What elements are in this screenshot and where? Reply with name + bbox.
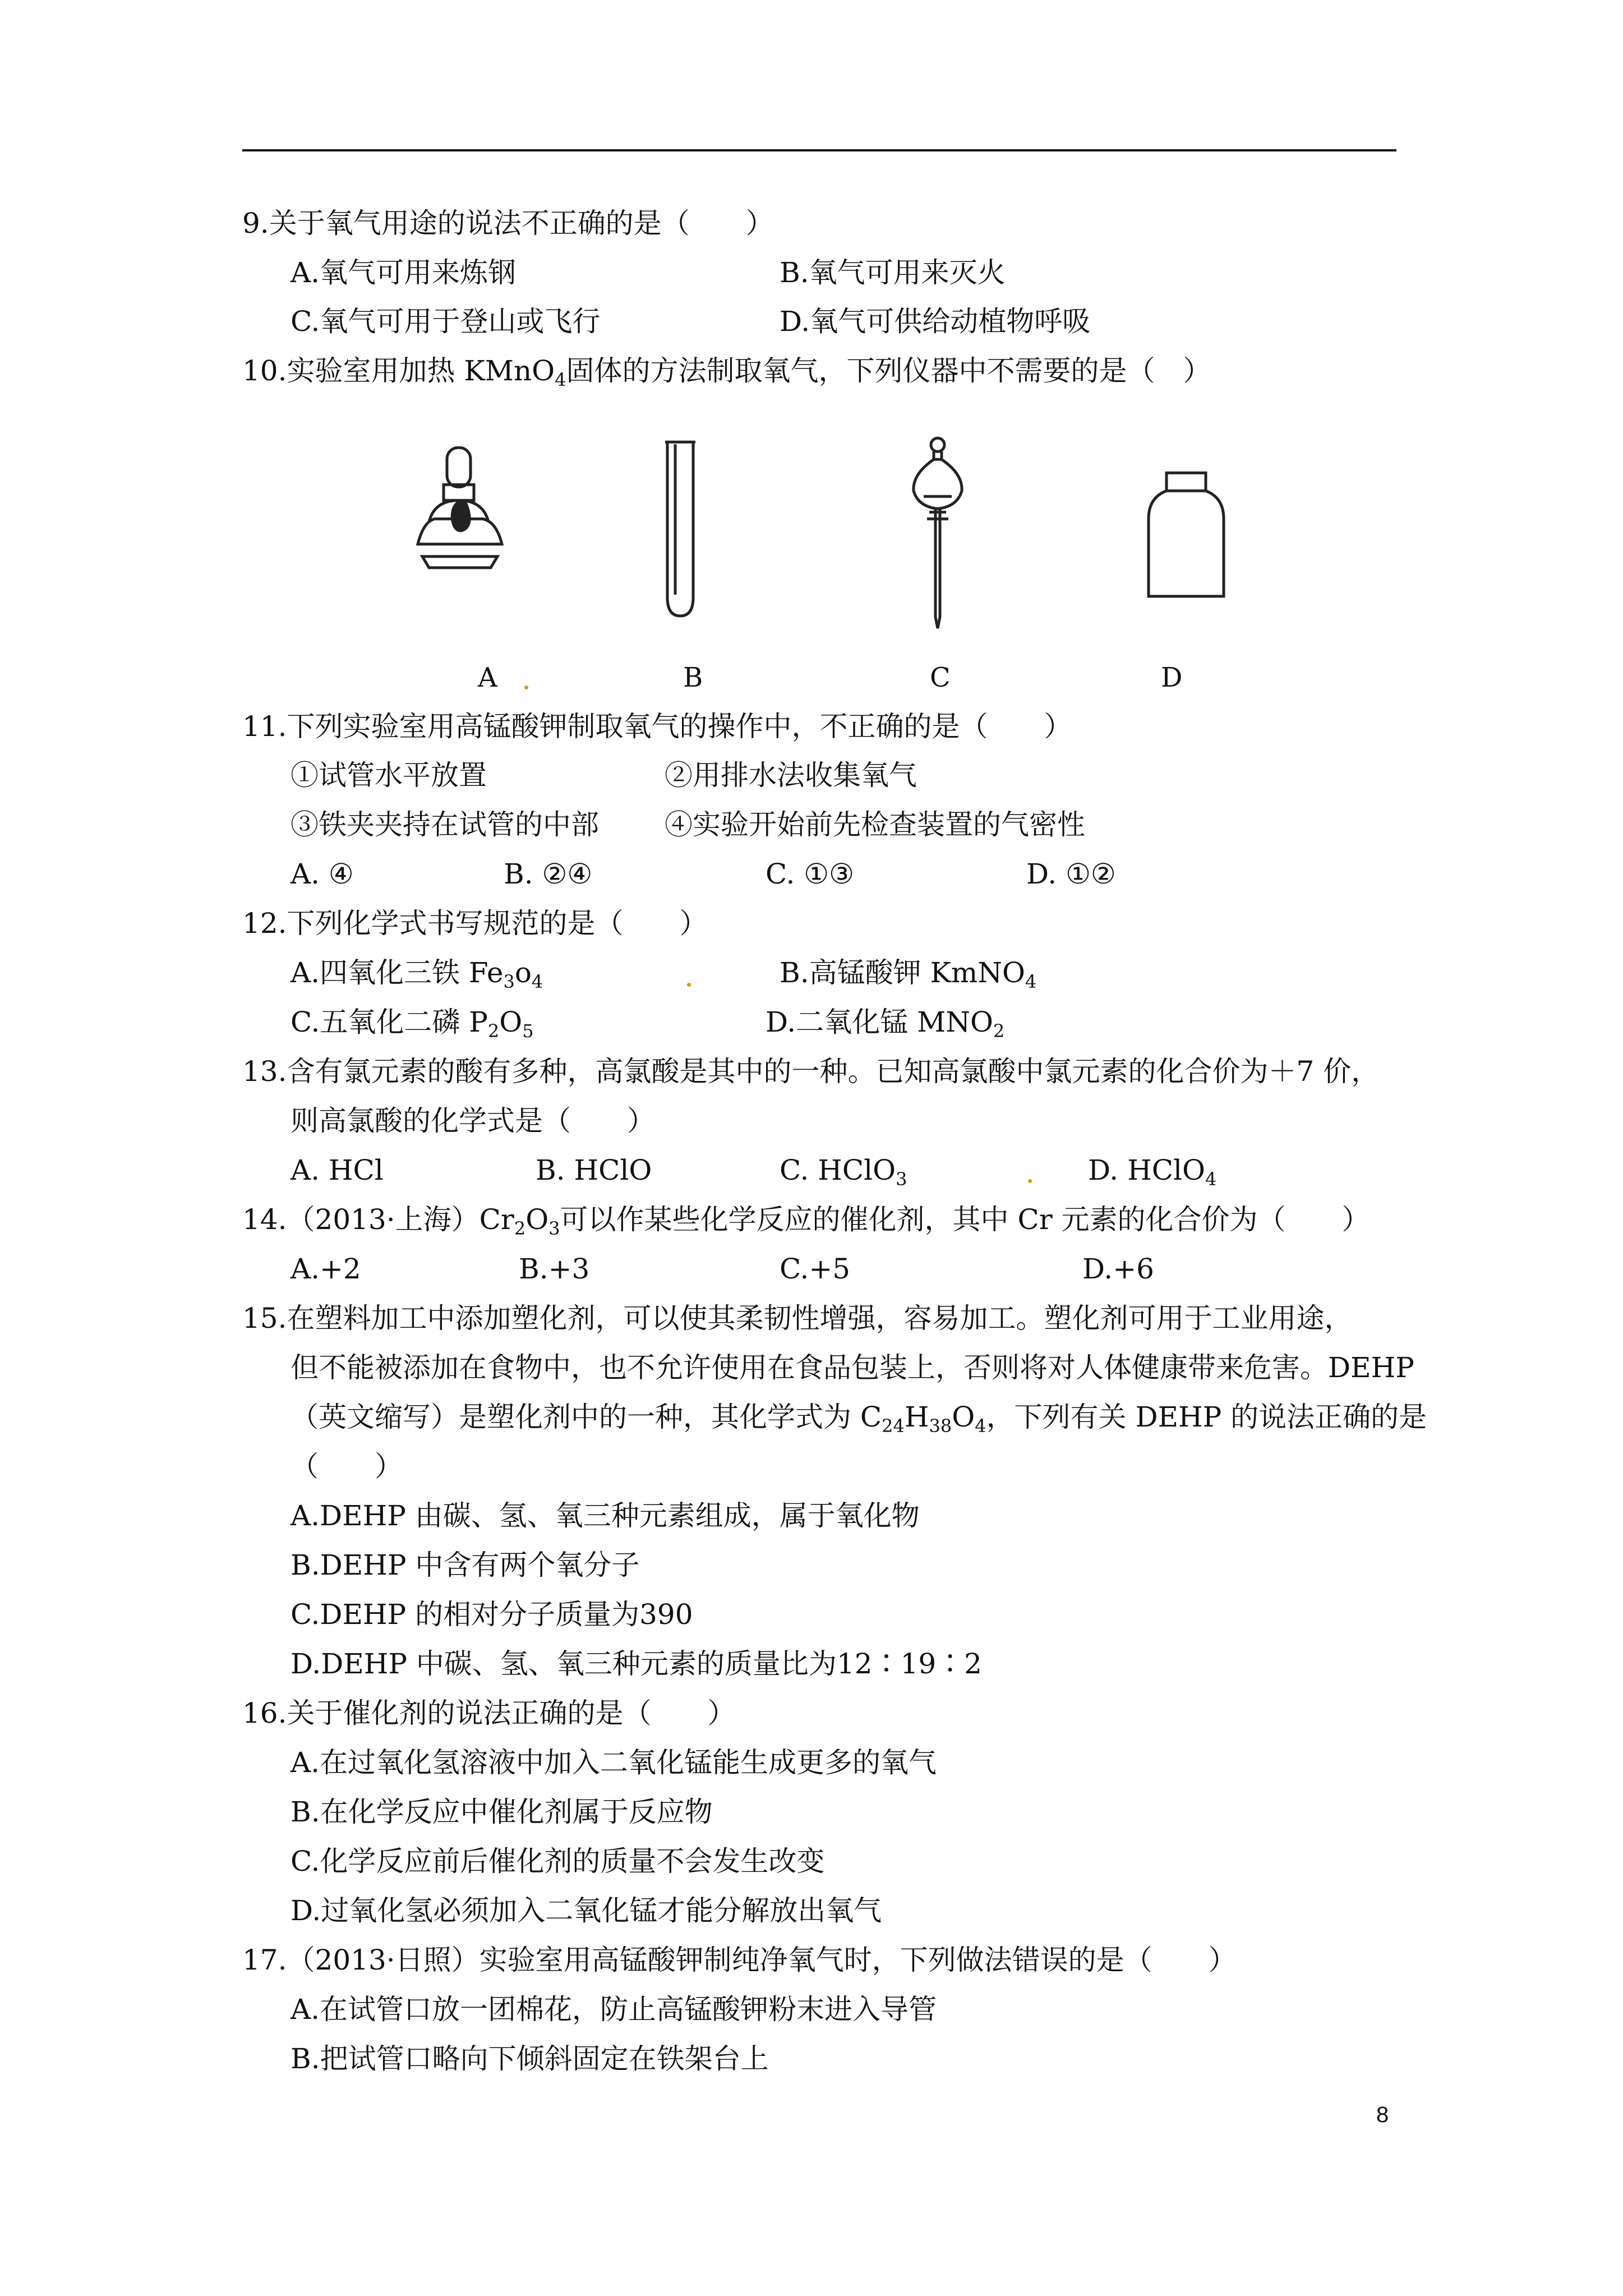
q12-option-a: A.四氧化三铁 $Fe_3o_4$	[291, 956, 543, 992]
q11-stem: 11.下列实验室用高锰酸钾制取氧气的操作中，不正确的是（ ）	[242, 710, 1072, 743]
stray-dot	[1028, 1179, 1032, 1183]
test-tube-icon	[655, 438, 706, 623]
q15-stem-line1: 15.在塑料加工中添加塑化剂，可以使其柔韧性增强，容易加工。塑化剂可用于工业用途，	[242, 1302, 1353, 1335]
q9-option-c: C.氧气可用于登山或飞行	[291, 305, 601, 338]
q11-statement-1: ①试管水平放置	[291, 759, 487, 792]
apparatus-label-d: D	[1161, 662, 1183, 693]
q15-option-b: B.DEHP 中含有两个氧分子	[291, 1549, 640, 1581]
page-number: 8	[1376, 2102, 1389, 2127]
q13-option-a: A. HCl	[291, 1154, 384, 1186]
stray-dot	[687, 983, 691, 987]
q12-option-c: C.五氧化二磷 $P_2O_5$	[291, 1006, 534, 1042]
q11-option-b: B. ②④	[504, 858, 593, 890]
q13-option-b: B. HClO	[536, 1154, 652, 1186]
q13-stem-line1: 13.含有氯元素的酸有多种，高氯酸是其中的一种。已知高氯酸中氯元素的化合价为＋7 价，	[242, 1055, 1380, 1088]
q14-option-a: A.+2	[291, 1253, 361, 1285]
q13-option-c: C. HClO$_3$	[780, 1154, 907, 1190]
apparatus-label-b: B	[683, 662, 703, 693]
q12-stem: 12.下列化学式书写规范的是（ ）	[242, 907, 708, 940]
stray-dot	[524, 685, 528, 689]
q16-option-a: A.在过氧化氢溶液中加入二氧化锰能生成更多的氧气	[291, 1746, 937, 1779]
q14-option-c: C.+5	[780, 1253, 851, 1285]
q11-option-a: A. ④	[291, 858, 354, 890]
q13-stem-line2: 则高氯酸的化学式是（ ）	[291, 1105, 655, 1137]
q15-option-c: C.DEHP 的相对分子质量为390	[291, 1598, 693, 1631]
q11-statement-2: ②用排水法收集氧气	[665, 759, 917, 792]
q14-option-b: B.+3	[519, 1253, 590, 1285]
q16-option-d: D.过氧化氢必须加入二氧化锰才能分解放出氧气	[291, 1894, 882, 1927]
q17-stem: 17.（2013·日照）实验室用高锰酸钾制纯净氧气时，下列做法错误的是（ ）	[242, 1944, 1237, 1976]
q11-statement-4: ④实验开始前先检查装置的气密性	[665, 808, 1085, 841]
header-rule	[242, 149, 1396, 151]
alcohol-lamp-icon	[412, 438, 508, 583]
q13-option-d: D. HClO$_4$	[1088, 1154, 1217, 1190]
q16-option-c: C.化学反应前后催化剂的质量不会发生改变	[291, 1845, 825, 1878]
q12-option-d: D.二氧化锰 $MNO_2$	[766, 1006, 1005, 1042]
q9-stem: 9.关于氧气用途的说法不正确的是（ ）	[242, 207, 774, 240]
q12-option-b: B.高锰酸钾 KmNO$_4$	[780, 956, 1037, 992]
apparatus-label-c: C	[930, 662, 951, 693]
apparatus-label-a: A	[478, 662, 497, 693]
q15-stem-line4: （ ）	[291, 1450, 403, 1483]
q9-option-b: B.氧气可用来灭火	[780, 256, 1006, 289]
q15-stem-line2: 但不能被添加在食物中，也不允许使用在食品包装上，否则将对人体健康带来危害。DEHP	[291, 1351, 1414, 1384]
q11-statement-3: ③铁夹夹持在试管的中部	[291, 808, 599, 841]
q9-option-a: A.氧气可用来炼钢	[291, 256, 517, 289]
q11-option-c: C. ①③	[766, 858, 854, 890]
q14-stem: 14.（2013·上海）$Cr_2O_3$可以作某些化学反应的催化剂，其中 Cr 元素的化合价为（ ）	[242, 1203, 1370, 1239]
q16-option-b: B.在化学反应中催化剂属于反应物	[291, 1796, 713, 1828]
q9-option-d: D.氧气可供给动植物呼吸	[780, 305, 1091, 338]
reagent-bottle-icon	[1144, 468, 1228, 603]
q15-stem-line3: （英文缩写）是塑化剂中的一种，其化学式为 $C_{24}H_{38}O_4$，下列有关 DEHP 的说法正确的是	[291, 1401, 1427, 1437]
q15-option-d: D.DEHP 中碳、氢、氧三种元素的质量比为12∶19∶2	[291, 1648, 982, 1680]
q17-option-b: B.把试管口略向下倾斜固定在铁架台上	[291, 2042, 769, 2075]
q14-option-d: D.+6	[1082, 1253, 1154, 1285]
separatory-funnel-icon	[907, 435, 969, 634]
q16-stem: 16.关于催化剂的说法正确的是（ ）	[242, 1697, 736, 1729]
q17-option-a: A.在试管口放一团棉花，防止高锰酸钾粉末进入导管	[291, 1993, 937, 2026]
q10-stem: 10.实验室用加热 KMnO$_4$固体的方法制取氧气，下列仪器中不需要的是（ ）	[242, 355, 1211, 390]
q15-option-a: A.DEHP 由碳、氢、氧三种元素组成，属于氧化物	[291, 1499, 920, 1532]
q11-option-d: D. ①②	[1026, 858, 1116, 890]
